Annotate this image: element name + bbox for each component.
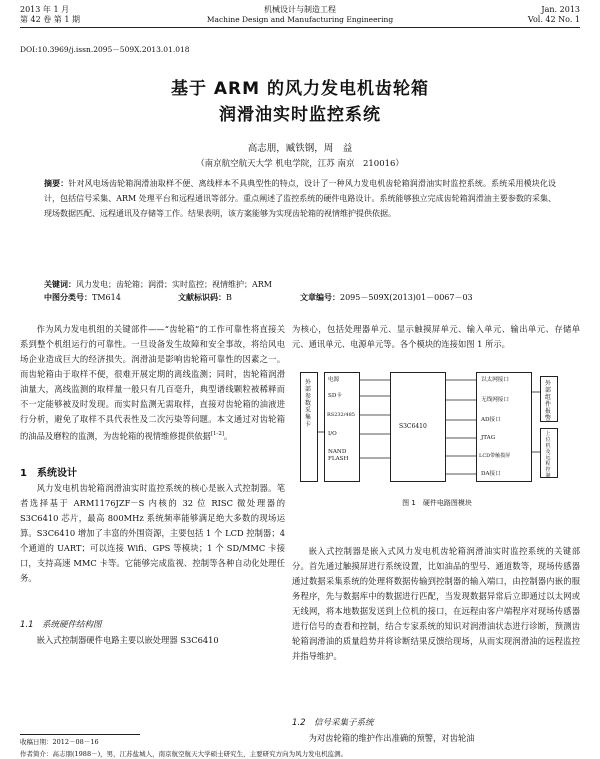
keywords-text: 风力发电；齿轮箱；润滑；实时监控；视情维护；ARM [76,280,272,289]
doc-label: 文献标识码： [178,292,226,302]
clc-value: TM614 [92,293,121,302]
doi: DOI:10.3969/j.issn.2095－509X.2013.01.018 [20,45,190,54]
header-volume: 第 42 卷 第 1 期 [20,15,80,24]
ethernet-label: 以太网接口 [481,377,509,383]
authors: 高志朋，臧铁钢，周 益 [247,143,353,154]
jtag-label: JTAG [481,435,496,441]
remote-label: 上位机及远程控制 [545,431,551,479]
figure-1 [298,372,576,524]
title-line2: 润滑油实时监控系统 [219,105,381,125]
doc-value: B [226,293,232,302]
article-number [300,292,473,303]
rs232-label: RS232/485 [327,412,355,418]
left-components-box [324,372,360,482]
header-journal-cn: 机械设计与制造工程 [264,5,336,14]
power-label: 电源 [328,377,340,383]
header-date-en: Jan. 2013 [541,5,580,14]
abstract [44,176,556,221]
footnote-rule [20,734,140,735]
clc-number [44,292,121,303]
alarm-label: 外部组件报警 [544,380,551,422]
intro-paragraph: 作为风力发电机组的关键部件——“齿轮箱”的工作可靠性将直接关系到整个机组运行的可靠性。一旦设备发生故障和安全事故，将给风电场企业造成巨大的经济损失。润滑油是影响齿轮箱可靠性的因素之一。而齿轮箱由于取样不便，很难开展定期的离线监测；同时，齿轮箱润滑油量大，离线监测的取样量一般只有几百毫升，典型谱线颗粒被稀释而不一定能够被及时发现。而实时监测无需取样，直接对齿轮箱的油液进行分析，避免了取样不具代表性及二次污染等问题。本文通过对齿轮箱的油品及磨粒的监测，为齿轮箱的视情维修提供依据[1-2]。 [20,324,285,441]
keywords-label: 关键词： [44,279,76,289]
ad-label: AD接口 [481,417,501,423]
da-label: DA接口 [481,471,501,477]
abstract-label: 摘要： [44,178,69,188]
right-components-box [476,372,532,482]
header-journal-en: Machine Design and Manufacturing Engineering [206,15,394,24]
alarm-box [540,376,558,422]
right-intro-text: 为核心，包括处理器单元、显示触摸屏单元、输入单元、输出单元、存储单元、通讯单元、电源单元等。各个模块的连接如图 1 所示。 [292,324,580,349]
remote-box [540,428,558,478]
article-value: 2095－509X(2013)01－0067－03 [340,293,473,302]
section1-text: 风力发电机齿轮箱润滑油实时监控系统的核心是嵌入式控制器。笔者选择基于 ARM1176JZF－S 内核的 32 位 RISC 微处理器的 S3C6410 芯片，最高 800MHz 系统频率能够满足绝大多数的现场运算。S3C6410 增加了丰富的外围资源，主要包括 1 个 LCD 控制器；4 个通道的 UART；可以连接 Wifi、GPS 等模块；1 个 SD/MMC 卡接口，支持高速 MMC 卡等。它能够完成监视、控制等各种自动化处理任务。 [20,483,285,583]
sd-card-label: SD卡 [328,393,342,399]
nand-flash-label: NAND FLASH [328,449,349,462]
subsection-1-2-text: 为对齿轮箱的维护作出准确的预警，对齿轮油 [308,733,475,743]
received-date: 收稿日期：2012－08－16 [20,738,99,746]
title-line1: 基于 ARM 的风力发电机齿轮箱 [170,79,429,99]
header-date: 2013 年 1 月 [20,5,70,14]
article-label: 文章编号： [300,292,340,302]
cpu-label: S3C6410 [399,423,427,430]
keywords [44,277,556,292]
abstract-text: 针对风电场齿轮箱润滑油取样不便、离线样本不具典型性的特点，设计了一种风力发电机齿轮箱润滑油实时监控系统。系统采用模块化设计，包括信号采集、ARM 处理平台和远程通讯等部分。重点阐述了监控系统的硬件电路设计。系统能够独立完成齿轮箱润滑油主要参数的采集、现场数据匹配、远程通讯及存储等工作。结果表明，该方案能够为实现齿轮箱的视情维护提供依据。 [44,179,556,218]
figure-1-caption: 图 1 硬件电路图模块 [402,499,472,507]
doc-code [178,292,232,303]
header-rule [20,27,580,28]
lcd-label: LCD带触摸屏 [479,453,511,459]
subsection-1-1-title: 1.1 系统硬件结构图 [20,620,102,630]
right-body-text: 嵌入式控制器是嵌入式风力发电机齿轮箱润滑油实时监控系统的关键部分。首先通过触摸屏进行系统设置，比如油品的型号、通道数等，现场传感器通过数据采集系统的处理将数据传输到控制器的输入端口，由控制器内嵌的服务程序，先与数据库中的数据进行匹配，当发现数据异常后立即通过以太网或无线网，将本地数据发送到上位机的接口，在远程由客户端程序对现场传感器进行信号的查看和控制，结合专家系统的知识对润滑油状态进行诊断，预测齿轮箱润滑油的质量趋势并将诊断结果反馈给现场，从而实现润滑油的远程监控并指导维护。 [292,546,580,661]
affiliation: （南京航空航天大学 机电学院，江苏 南京 210016） [196,159,404,169]
intro-text: 作为风力发电机组的关键部件——“齿轮箱”的工作可靠性将直接关系到整个机组运行的可靠性。一旦设备发生故障和安全事故，将给风电场企业造成巨大的经济损失。润滑油是影响齿轮箱可靠性的因素之一。而齿轮箱由于取样不便，很难开展定期的离线监测；同时，齿轮箱润滑油量大，离线监测的取样量一般只有几百毫升，典型谱线颗粒被稀释而不一定能够被及时发现。而实时监测无需取样，直接对齿轮箱的油液进行分析，避免了取样不具代表性及二次污染等问题。本文通过对齿轮箱的油品及磨粒的监测，为齿轮箱的视情维修提供依据 [20,324,285,441]
wireless-label: 无线网接口 [481,397,509,403]
subsection-1-1-text: 嵌入式控制器硬件电路主要以嵌处理器 S3C6410 [36,635,219,645]
intro-citation: [1-2] [210,431,224,437]
external-acquisition-label: 外部参数采集卡 [304,379,311,428]
external-acquisition-box [300,372,318,482]
author-info: 作者简介：高志朋(1988－)，男，江苏盐城人，南京航空航天大学硕士研究生，主要研究方向为风力发电机监测。 [20,750,348,758]
header-volume-en: Vol. 42 No. 1 [527,15,580,24]
subsection-1-2-title: 1.2 信号采集子系统 [292,718,374,728]
clc-label: 中图分类号： [44,292,92,302]
io-label: I/O [328,431,337,437]
section1-title: 1 系统设计 [20,468,77,479]
cpu-box [390,372,446,482]
